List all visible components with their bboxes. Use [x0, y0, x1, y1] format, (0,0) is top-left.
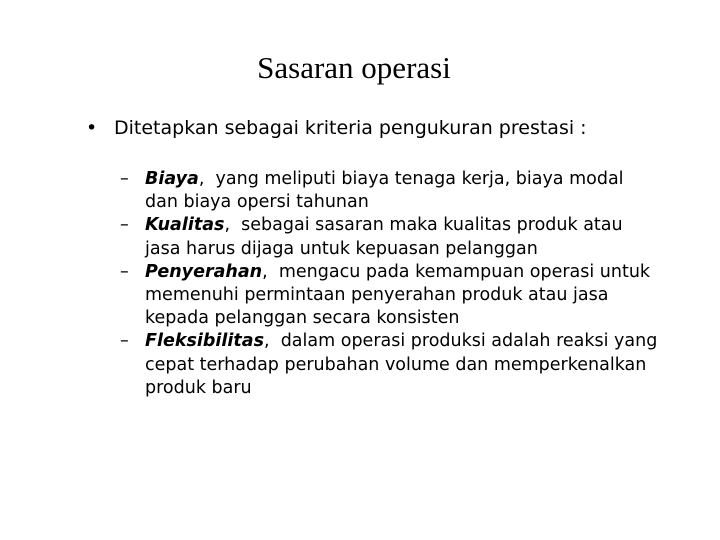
sub-item-text: [145, 330, 660, 400]
sub-item-penyerahan: [120, 261, 660, 331]
term-description: mengacu pada kemampuan operasi untuk memenuhi permintaan penyerahan produk atau jasa kepada pelanggan secara konsisten: [145, 261, 651, 329]
term-label: Kualitas: [145, 215, 225, 236]
sub-item-text: [145, 214, 660, 260]
dash-icon: –: [120, 215, 129, 236]
term-separator: ,: [262, 261, 279, 282]
term-separator: ,: [224, 215, 242, 236]
term-label: Biaya: [145, 169, 199, 189]
dash-icon: –: [120, 261, 129, 282]
dash-icon: –: [120, 169, 129, 189]
term-description: sebagai sasaran maka kualitas produk atau jasa harus dijaga untuk kepuasan pelanggan: [145, 215, 623, 259]
sub-item-kualitas: [120, 214, 660, 260]
sub-item-text: [145, 168, 660, 214]
term-label: Penyerahan: [145, 261, 263, 282]
bullet-dot-icon: •: [86, 117, 98, 139]
term-description: dalam operasi produksi adalah reaksi yang cepat terhadap perubahan volume dan memperkenalkan produk baru: [145, 331, 658, 398]
term-label: Fleksibilitas: [145, 331, 264, 352]
term-separator: ,: [198, 169, 216, 189]
sub-item-biaya: [120, 168, 660, 214]
slide-title: Sasaran operasi: [257, 50, 451, 85]
term-description: yang meliputi biaya tenaga kerja, biaya modal dan biaya opersi tahunan: [145, 169, 624, 213]
term-separator: ,: [264, 331, 281, 352]
dash-icon: –: [120, 331, 129, 352]
sub-item-fleksibilitas: [120, 330, 660, 400]
sub-bullet-list: [120, 168, 660, 400]
main-bullet-text: Ditetapkan sebagai kriteria pengukuran prestasi :: [114, 117, 587, 139]
sub-item-text: [145, 261, 660, 331]
